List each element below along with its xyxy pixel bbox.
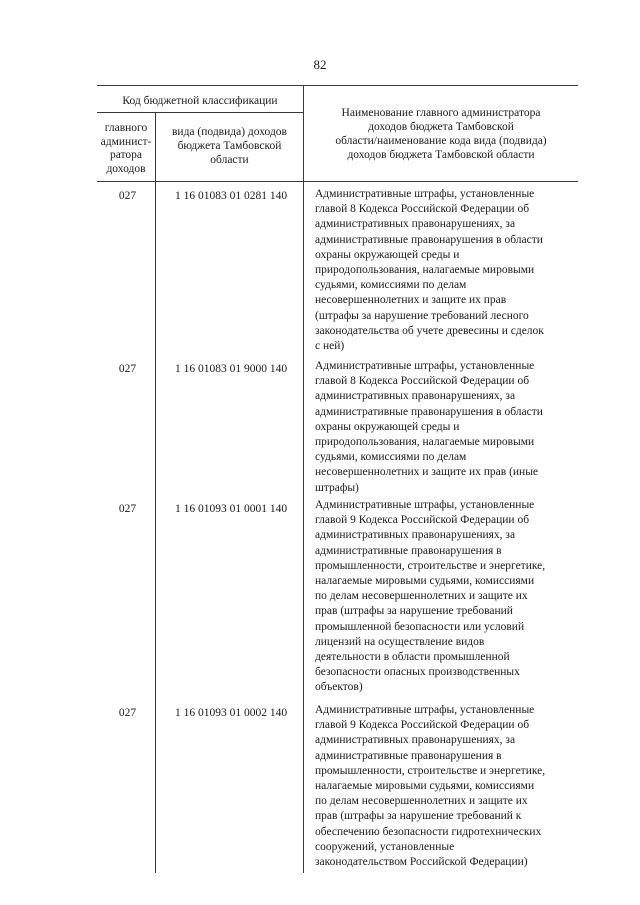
header-col-code: вида (подвида) доходов бюджета Тамбовской области bbox=[172, 126, 287, 166]
income-name-cell: Административные штрафы, установленные главой 8 Кодекса Российской Федерации об административных правонарушениях, за административные правонарушения в области охраны окружающей среды и природопользования, налагаемые мировыми судьями, комиссиями по делам несовершеннолетних и защите их прав (штрафы за нарушение требований лесного законодательства об учете древесины и сделок с ней) bbox=[315, 188, 544, 353]
admin-code-cell: 027 bbox=[118, 503, 137, 515]
income-name-cell: Административные штрафы, установленные главой 9 Кодекса Российской Федерации об административных правонарушениях, за административные правонарушения в промышленности, строительстве и энергетике, налагаемые мировыми судьями, комиссиями по делам несовершеннолетних и защите их прав (штрафы за нарушение требований промышленной безопасности или условий лицензий на осуществление видов деятельности в области промышленной безопасности опасных производственных объектов) bbox=[315, 499, 546, 694]
income-code-cell: 1 16 01093 01 0001 140 bbox=[174, 503, 288, 515]
header-col-admin: главного админист- ратора доходов bbox=[100, 122, 152, 175]
col-divider-1 bbox=[155, 112, 156, 873]
income-code-cell: 1 16 01083 01 0281 140 bbox=[174, 190, 288, 202]
income-code-cell: 1 16 01093 01 0002 140 bbox=[174, 707, 288, 719]
admin-code-cell: 027 bbox=[118, 363, 137, 375]
admin-code-cell: 027 bbox=[118, 190, 137, 202]
income-code-cell: 1 16 01083 01 9000 140 bbox=[174, 363, 288, 375]
col-divider-2 bbox=[303, 85, 304, 873]
income-name-cell: Административные штрафы, установленные главой 8 Кодекса Российской Федерации об административных правонарушениях, за административные правонарушения в области охраны окружающей среды и природопользования, налагаемые мировыми судьями, комиссиями по делам несовершеннолетних и защите их прав (иные штрафы) bbox=[315, 360, 543, 494]
table-top-border bbox=[97, 85, 578, 86]
page-number: 82 bbox=[313, 57, 327, 72]
header-bottom-border bbox=[97, 181, 578, 182]
header-group-title: Код бюджетной классификации bbox=[122, 95, 278, 107]
admin-code-cell: 027 bbox=[118, 707, 137, 719]
header-col-name: Наименование главного администратора доходов бюджета Тамбовской области/наименование кода вида (подвида) доходов бюджета Тамбовской области bbox=[335, 107, 547, 161]
header-subgroup-line bbox=[97, 112, 303, 113]
income-name-cell: Административные штрафы, установленные главой 9 Кодекса Российской Федерации об административных правонарушениях, за административные правонарушения в промышленности, строительстве и энергетике, налагаемые мировыми судьями, комиссиями по делам несовершеннолетних и защите их прав (штрафы за нарушение требований к обеспечению безопасности гидротехнических сооружений, установленные законодательством Российской Федерации) bbox=[315, 704, 546, 869]
